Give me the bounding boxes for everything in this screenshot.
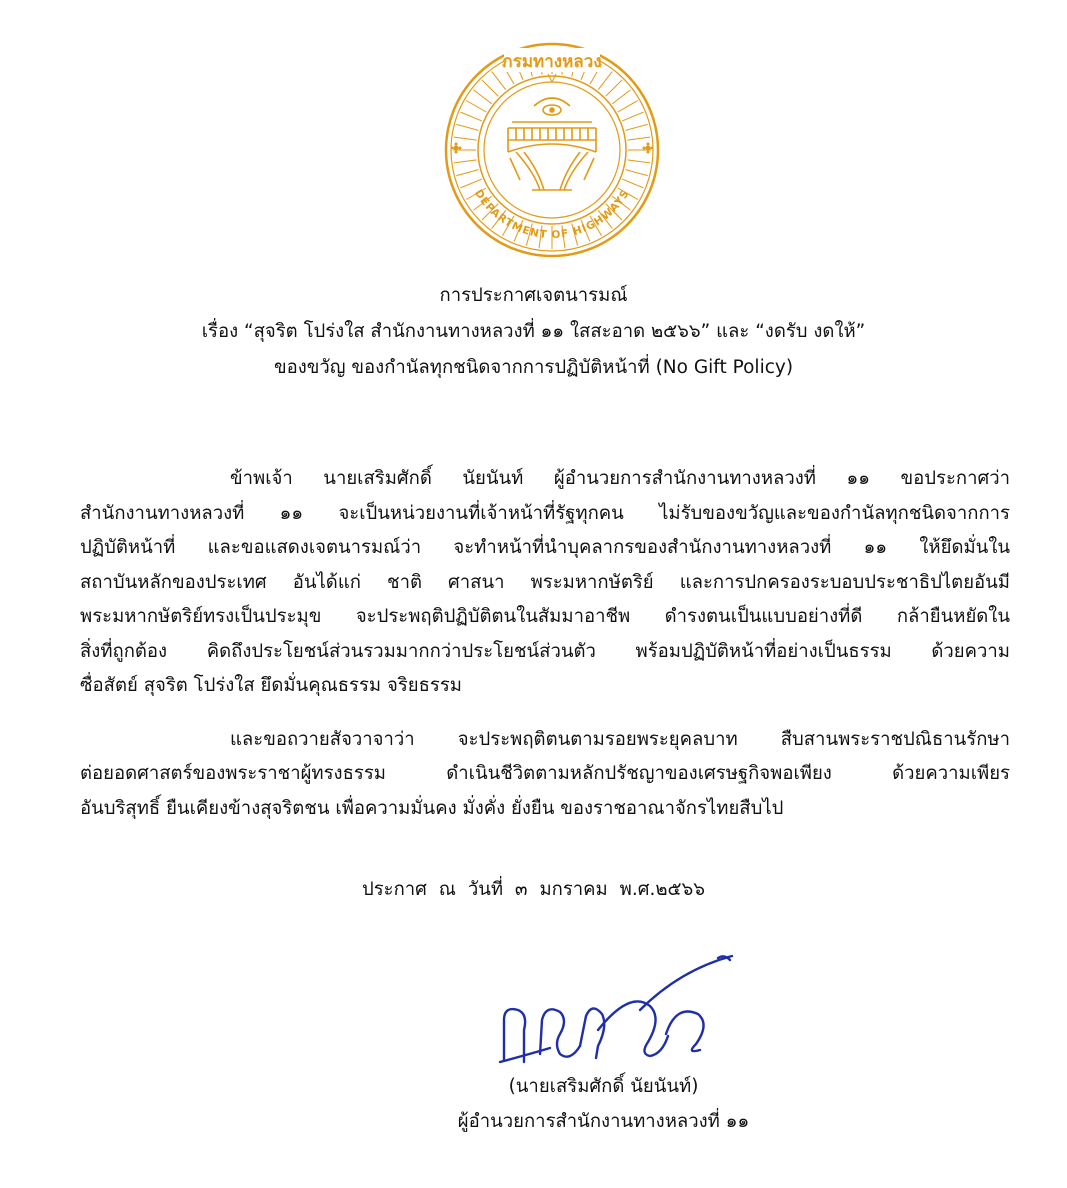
paragraph-pledge xyxy=(80,462,1010,704)
paragraph-line: ข้าพเจ้า นายเสริมศักดิ์ นัยนันท์ ผู้อำนวยการสำนักงานทางหลวงที่ ๑๑ ขอประกาศว่า xyxy=(230,468,1010,489)
announcement-heading xyxy=(0,278,1067,386)
paragraph-oath xyxy=(80,723,1010,827)
paragraph-line: ปฏิบัติหน้าที่ และขอแสดงเจตนารมณ์ว่า จะทำหน้าที่นำบุคลากรของสำนักงานทางหลวงที่ ๑๑ ให้ยึดมั่นใน xyxy=(80,537,1010,558)
heading-subject: เรื่อง “สุจริต โปร่งใส สำนักงานทางหลวงที่ ๑๑ ใสสะอาด ๒๕๖๖” และ “งดรับ งดให้” xyxy=(201,321,866,342)
paragraph-line: และขอถวายสัจวาจาว่า จะประพฤติตนตามรอยพระยุคลบาท สืบสานพระราชปณิธานรักษา xyxy=(230,728,1010,750)
signature xyxy=(490,950,740,1075)
paragraph-line: ซื่อสัตย์ สุจริต โปร่งใส ยึดมั่นคุณธรรม จริยธรรม xyxy=(80,675,462,696)
paragraph-line: ต่อยอดศาสตร์ของพระราชาผู้ทรงธรรม ดำเนินชีวิตตามหลักปรัชญาของเศรษฐกิจพอเพียง ด้วยความเพียร xyxy=(80,763,1010,784)
signer-position: ผู้อำนวยการสำนักงานทางหลวงที่ ๑๑ xyxy=(457,1111,750,1132)
paragraph-line: พระมหากษัตริย์ทรงเป็นประมุข จะประพฤติปฏิบัติตนในสัมมาอาชีพ ดำรงตนเป็นแบบอย่างที่ดี กล้ายืนหยัดใน xyxy=(80,606,1010,627)
svg-text:DEPARTMENT OF HIGHWAYS: DEPARTMENT OF HIGHWAYS xyxy=(472,187,632,242)
svg-text:กรมทางหลวง: กรมทางหลวง xyxy=(502,52,602,72)
announcement-body xyxy=(80,462,1010,826)
paragraph-line: สำนักงานทางหลวงที่ ๑๑ จะเป็นหน่วยงานที่เจ้าหน้าที่รัฐทุกคน ไม่รับของขวัญและของกำนัลทุกชนิดจากการ xyxy=(80,502,1010,524)
paragraph-line: อันบริสุทธิ์ ยืนเคียงข้างสุจริตชน เพื่อความมั่นคง มั่งคั่ง ยั่งยืน ของราชอาณาจักรไทยสืบไป xyxy=(80,797,784,819)
heading-title: การประกาศเจตนารมณ์ xyxy=(439,285,628,306)
department-of-highways-seal xyxy=(442,40,662,260)
heading-subject-continued: ของขวัญ ของกำนัลทุกชนิดจากการปฏิบัติหน้าที่ (No Gift Policy) xyxy=(273,357,794,378)
paragraph-line: สิ่งที่ถูกต้อง คิดถึงประโยชน์ส่วนรวมมากกว่าประโยชน์ส่วนตัว พร้อมปฏิบัติหน้าที่อย่างเป็นธรรม ด้วยความ xyxy=(80,640,1010,662)
paragraph-line: สถาบันหลักของประเทศ อันได้แก่ ชาติ ศาสนา พระมหากษัตริย์ และการปกครองระบอบประชาธิปไตยอันมี xyxy=(80,571,1010,593)
signer-name: (นายเสริมศักดิ์ นัยนันท์) xyxy=(508,1076,699,1097)
proclamation-date: ประกาศ ณ วันที่ ๓ มกราคม พ.ศ.๒๕๖๖ xyxy=(361,879,706,900)
